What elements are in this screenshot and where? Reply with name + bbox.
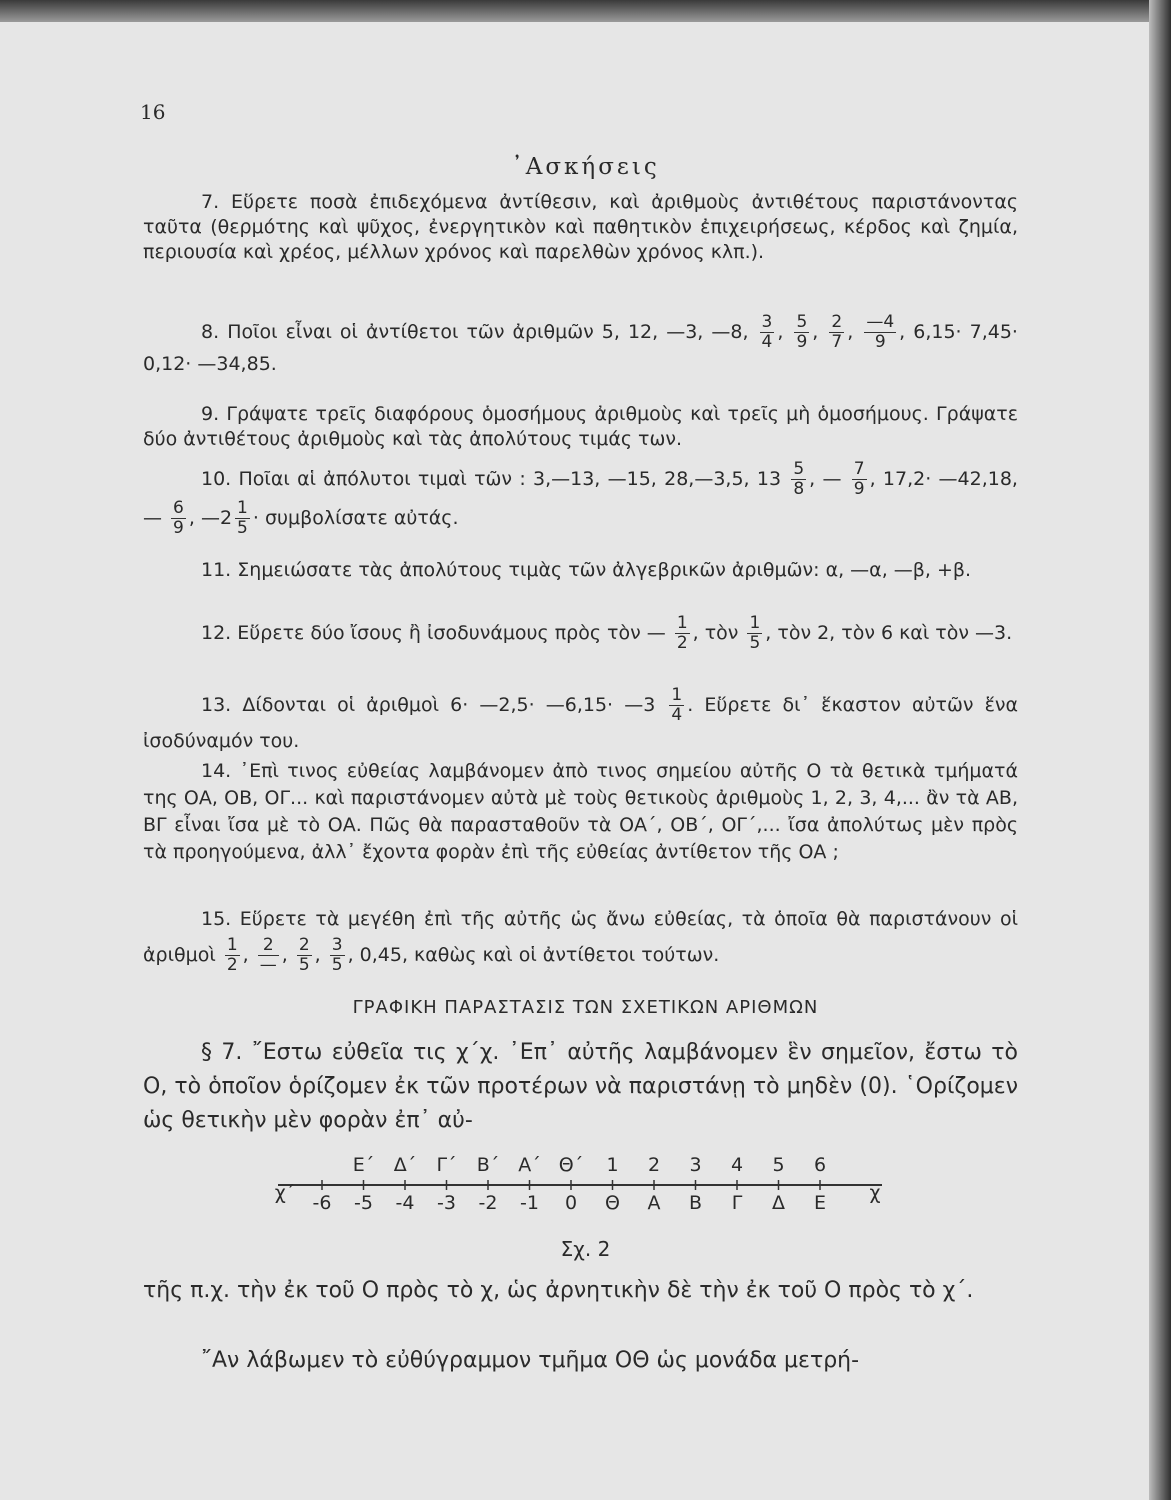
tick-label-bottom: -5	[354, 1192, 373, 1214]
paragraph-text: ῎Αν λάβωμεν τὸ εὐθύγραμμον τμῆμα ΟΘ ὡς μονάδα μετρή-	[201, 1348, 860, 1373]
exercise-number: 9.	[201, 403, 220, 425]
exercise-text: 17,2· —42,18, —	[143, 468, 1018, 529]
fraction: $\frac{3}{5}$	[331, 935, 343, 975]
tick-label-top: Δ΄	[393, 1154, 417, 1176]
tick-label-bottom: Ε	[813, 1192, 826, 1214]
page-number: 16	[140, 100, 166, 124]
axis-right-end-label: χ	[869, 1182, 881, 1204]
exercise-text: Εὕρετε δύο ἴσους ἢ ἰσοδυνάμους πρὸς τὸν —	[237, 622, 666, 644]
scan-top-border	[0, 0, 1171, 22]
figure-caption: Σχ. 2	[560, 1237, 611, 1261]
tick-label-bottom: -4	[395, 1192, 415, 1214]
tick-label-top: 4	[730, 1154, 744, 1176]
tick-label-top: 2	[647, 1154, 661, 1176]
exercise-text: Εὕρετε τὰ μεγέθη ἐπὶ τῆς αὐτῆς ὡς ἄνω εὐθείας, τὰ ὁποῖα θὰ παριστάνουν οἱ ἀριθμοὶ	[143, 908, 1018, 966]
exercise-text: . Εὕρετε δι᾿ ἕκαστον αὐτῶν ἕνα ἰσοδύναμόν του.	[143, 694, 1018, 752]
fraction: $\frac{—4}{9}$	[866, 312, 895, 352]
exercise-14	[143, 758, 1018, 866]
tick-label-top: Θ΄	[558, 1154, 584, 1176]
fraction: $\frac{1}{4}$	[671, 685, 683, 725]
exercise-text: Γράψατε τρεῖς διαφόρους ὁμοσήμους ἀριθμοὺς καὶ τρεῖς μὴ ὁμοσήμους. Γράψατε δύο ἀντιθέτους ἀριθμοὺς καὶ τὰς ἀπολύτους τιμάς των.	[143, 403, 1018, 450]
exercise-text: 6,15· 7,45· 0,12· —34,85.	[143, 321, 1018, 375]
fraction: $\frac{5}{8}$	[793, 459, 805, 499]
exercise-8: 8. Ποῖοι εἶναι οἱ ἀντίθετοι τῶν ἀριθμῶν 5, 12, —3, —8, $\frac{3}{4}$ , $\frac{5}{9}$ , $\frac{2}{7}$ , $\frac{—4}{9}$ , 6,15· 7,45· 0,12· —34,85.	[143, 312, 1018, 375]
tick-label-bottom: -6	[312, 1192, 332, 1214]
tick-label-top: Γ΄	[436, 1154, 457, 1176]
exercise-number: 13.	[201, 694, 232, 716]
exercise-7	[143, 190, 1018, 265]
fraction: $\frac{1}{5}$	[749, 613, 761, 653]
exercise-number: 12.	[201, 622, 232, 644]
exercise-15: 15. Εὕρετε τὰ μεγέθη ἐπὶ τῆς αὐτῆς ὡς ἄνω εὐθείας, τὰ ὁποῖα θὰ παριστάνουν οἱ ἀριθμοὶ $\frac{1}{2}$ , $\frac{2}{—}$ , $\frac{2}{5}$ , $\frac{3}{5}$ , 0,45, καθὼς καὶ οἱ ἀντίθετοι τούτων.	[143, 908, 1018, 975]
paragraph-last	[143, 1344, 1018, 1378]
fraction: $\frac{2}{5}$	[298, 935, 310, 975]
exercise-text: Εὕρετε ποσὰ ἐπιδεχόμενα ἀντίθεσιν, καὶ ἀριθμοὺς ἀντιθέτους παριστάνοντας ταῦτα (θερμότης καὶ ψῦχος, ἐνεργητικὸν καὶ παθητικὸν ἐπιχειρήσεως, κέρδος καὶ ζημία, περιουσία καὶ χρέος, μέλλων χρόνος καὶ παρελθὼν χρόνος κλπ.).	[143, 191, 1018, 263]
exercise-text: , 0,45, καθὼς καὶ οἱ ἀντίθετοι τούτων.	[347, 944, 720, 966]
exercise-text: Ποῖαι αἱ ἀπόλυτοι τιμαὶ τῶν : 3,—13, —15, 28,—3,5, 13	[238, 468, 782, 490]
number-line-figure	[270, 1152, 890, 1232]
fraction: $\frac{1}{5}$	[237, 498, 248, 538]
fraction: $\frac{2}{7}$	[831, 312, 843, 352]
tick-label-bottom: Α	[647, 1192, 661, 1214]
tick-label-top: Β΄	[476, 1154, 500, 1176]
tick-label-bottom: Β	[688, 1192, 703, 1214]
exercise-text: Δίδονται οἱ ἀριθμοὶ 6· —2,5· —6,15· —3	[242, 694, 656, 716]
paragraph-7	[143, 1036, 1018, 1138]
exercise-13	[143, 686, 1018, 757]
exercise-text: Σημειώσατε τὰς ἀπολύτους τιμὰς τῶν ἀλγεβρικῶν ἀριθμῶν: α, —α, —β, +β.	[237, 559, 972, 581]
fraction: $\frac{1}{2}$	[226, 935, 238, 975]
exercise-number: 14.	[201, 760, 232, 782]
section-title: ᾿Ασκήσεις	[511, 154, 660, 180]
tick-label-bottom: -1	[520, 1192, 539, 1214]
tick-label-bottom: -3	[437, 1192, 456, 1214]
fraction: $\frac{1}{2}$	[676, 613, 688, 653]
exercise-number: 11.	[201, 559, 232, 581]
tick-label-top: 1	[606, 1154, 619, 1176]
fraction: $\frac{3}{4}$	[761, 312, 773, 352]
fraction: $\frac{2}{—}$	[259, 935, 277, 975]
exercise-number: 15.	[201, 908, 232, 930]
tick-label-top: Α΄	[518, 1154, 541, 1176]
exercise-text: , τὸν 2, τὸν 6 καὶ τὸν —3.	[765, 622, 1013, 644]
section-heading: ΓΡΑΦΙΚΗ ΠΑΡΑΣΤΑΣΙΣ ΤΩΝ ΣΧΕΤΙΚΩΝ ΑΡΙΘΜΩΝ	[352, 997, 819, 1018]
scan-right-border	[1149, 0, 1171, 1500]
exercise-11	[143, 558, 1018, 583]
exercise-number: 10.	[201, 468, 232, 490]
exercise-text: · συμβολίσατε αὐτάς.	[252, 507, 459, 529]
tick-label-bottom: Δ	[772, 1192, 785, 1214]
tick-label-top: 5	[772, 1154, 785, 1176]
exercise-12: 12. Εὕρετε δύο ἴσους ἢ ἰσοδυνάμους πρὸς τὸν — $\frac{1}{2}$ , τὸν $\frac{1}{5}$ , τὸν 2, τὸν 6 καὶ τὸν —3.	[201, 613, 1013, 653]
fraction: $\frac{7}{9}$	[853, 459, 865, 499]
exercise-10: 10. Ποῖαι αἱ ἀπόλυτοι τιμαὶ τῶν : 3,—13, —15, 28,—3,5, 13 $\frac{5}{8}$ , — $\frac{7}{9}$ , 17,2· —42,18, — $\frac{6}{9}$ , —2 $\frac{1}{5}$ · συμβολίσατε αὐτάς.	[143, 459, 1018, 538]
paragraph-text: τῆς π.χ. τὴν ἐκ τοῦ Ο πρὸς τὸ χ, ὡς ἀρνητικὴν δὲ τὴν ἐκ τοῦ Ο πρὸς τὸ χ΄.	[143, 1278, 974, 1303]
fraction: $\frac{6}{9}$	[173, 498, 184, 538]
tick-label-bottom: Θ	[605, 1192, 620, 1214]
exercise-text: ᾿Επὶ τινος εὐθείας λαμβάνομεν ἀπὸ τινος σημείου αὐτῆς Ο τὰ θετικὰ τμήματά της ΟΑ, ΟΒ, ΟΓ... καὶ παριστάνομεν αὐτὰ μὲ τοὺς θετικοὺς ἀριθμοὺς 1, 2, 3, 4,... ἂν τὰ ΑΒ, ΒΓ εἶναι ἴσα μὲ τὸ ΟΑ. Πῶς θὰ παρασταθοῦν τὰ ΟΑ΄, ΟΒ΄, ΟΓ΄,... ἴσα ἀπολύτως μὲν πρὸς τὰ προηγούμενα, ἀλλ᾿ ἔχοντα φορὰν ἐπὶ τῆς εὐθείας ἀντίθετον τῆς ΟΑ ;	[143, 760, 1018, 863]
paragraph-text: § 7. ῎Εστω εὐθεῖα τις χ΄χ. ᾿Επ᾿ αὐτῆς λαμβάνομεν ἓν σημεῖον, ἔστω τὸ Ο, τὸ ὁποῖον ὁρίζομεν ἐκ τῶν προτέρων νὰ παριστάνῃ τὸ μηδὲν (0). ῾Ορίζομεν ὡς θετικὴν μὲν φορὰν ἐπ᾿ αὐ-	[143, 1040, 1018, 1133]
exercise-text: Ποῖοι εἶναι οἱ ἀντίθετοι τῶν ἀριθμῶν 5, 12, —3, —8,	[227, 321, 749, 343]
tick-label-bottom: 0	[564, 1192, 578, 1214]
tick-label-top: Ε΄	[352, 1154, 375, 1176]
fraction: $\frac{5}{9}$	[796, 312, 808, 352]
paragraph-after-figure	[143, 1274, 1018, 1308]
tick-label-bottom: -2	[478, 1192, 498, 1214]
exercise-number: 7.	[201, 191, 220, 213]
axis-left-end-label: χ΄	[274, 1182, 296, 1204]
tick-label-top: 6	[813, 1154, 827, 1176]
exercise-9	[143, 402, 1018, 452]
exercise-number: 8.	[201, 321, 220, 343]
tick-label-top: 3	[689, 1154, 702, 1176]
tick-label-bottom: Γ	[731, 1192, 743, 1214]
